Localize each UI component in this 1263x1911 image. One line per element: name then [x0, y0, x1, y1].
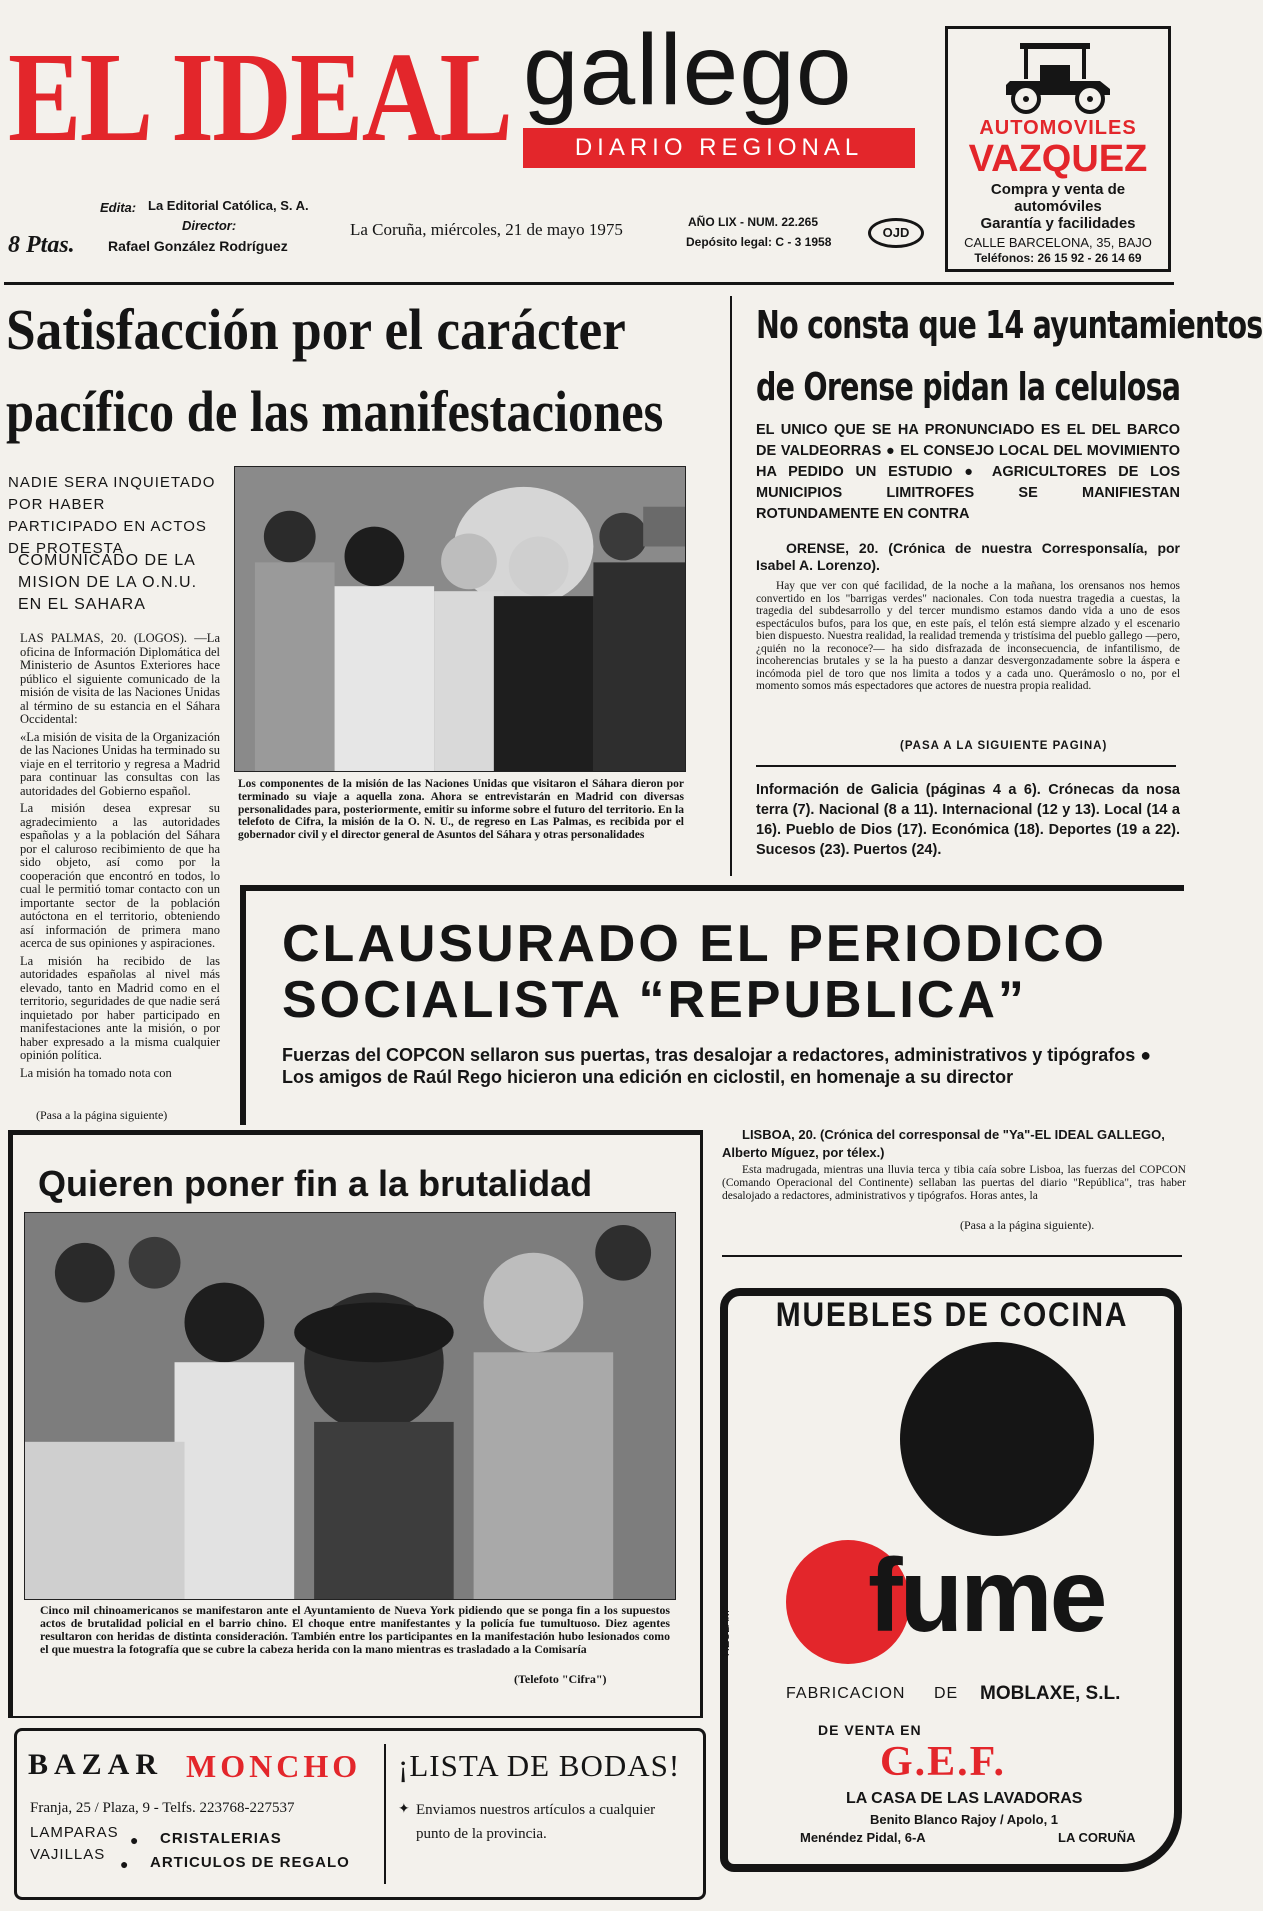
muebles-de: DE: [934, 1685, 959, 1702]
bazar-lista-title: ¡LISTA DE BODAS!: [398, 1748, 681, 1783]
sahara-body-1: LAS PALMAS, 20. (LOGOS). —La oficina de Información Diplomática del Ministerio de Asuntos Exteriores hace público el siguiente comunicado de la misión de visita de las Naciones Unidas al término de su estancia en el Sáhara Occidental:: [20, 631, 220, 726]
brutalidad-credit: (Telefoto "Cifra"): [514, 1672, 607, 1686]
masthead-title-black: gallego: [523, 14, 853, 126]
orense-headline-1: No consta que 14 ayuntamientos: [756, 303, 1263, 347]
vazquez-line5: Garantía y facilidades: [980, 215, 1136, 232]
brutalidad-caption: Cinco mil chinoamericanos se manifestaron ante el Ayuntamiento de Nueva York pidiendo que se ponga fin a los supuestos actos de brutalidad policial en el barrio chino. El choque entre manifestantes y la policía fue tumultuoso. Diez agentes resultaron con heridas de distinta consideración. También entre los participantes en la manifestación hubo lesionados como el que muestra la fotografía que se cubre la cabeza herida con la mano mientras es trasladado a la Comisaría: [40, 1603, 670, 1656]
orense-byline: ORENSE, 20. (Crónica de nuestra Corresponsalía, por Isabel A. Lorenzo).: [756, 540, 1180, 573]
bazar-name-1: BAZAR: [28, 1748, 164, 1781]
republica-continue: (Pasa a la página siguiente).: [960, 1218, 1095, 1232]
bazar-address: Franja, 25 / Plaza, 9 - Telfs. 223768-227537: [30, 1800, 295, 1816]
muebles-city: LA CORUÑA: [1058, 1830, 1136, 1845]
republica-headline-1: CLAUSURADO EL PERIODICO: [282, 915, 1107, 973]
orense-deck: EL UNICO QUE SE HA PRONUNCIADO ES EL DEL BARCO DE VALDEORRAS ● EL CONSEJO LOCAL DEL MOVIMIENTO HA PEDIDO UN ESTUDIO ● AGRICULTORES DE LOS MUNICIPIOS LIMITROFES SE MANIFIESTAN ROTUNDAMENTE EN CONTRA: [756, 422, 1180, 522]
republica-headline-2: SOCIALISTA “REPUBLICA”: [282, 971, 1027, 1029]
sahara-continue: (Pasa a la página siguiente): [36, 1108, 168, 1122]
bazar-item-1: LAMPARAS: [30, 1824, 119, 1841]
republica-bottom-rule: [722, 1255, 1182, 1257]
vintage-car-icon: [1000, 35, 1120, 115]
muebles-brand: fume: [868, 1538, 1105, 1654]
sahara-deck: COMUNICADO DE LA MISION DE LA O.N.U. EN EL SAHARA: [18, 552, 198, 613]
brutalidad-photo: [24, 1212, 676, 1600]
bazar-item-2: VAJILLAS: [30, 1846, 106, 1863]
orense-body: Hay que ver con qué facilidad, de la noche a la mañana, los orensanos nos hemos convertido en los "barrigas verdes" nacionales. Con toda nuestra tragedia a cuestas, la tragedia del subdesarrollo y del tercer mundismo estamos dando vida a uno de esos espectáculos bufos, para los que, en este país, el telón está siempre alzado y el escenario bien dispuesto. Nuestra realidad, la realidad tremenda y tristísima del pueblo gallego —pero, ¿quién no la reconoce?— ha sido disfrazada de inconsecuencia, de infantilismo, de incoherencias brutales y se la ha puesto a danzar desvergonzadamente sobre la áspera e incómoda piel de toro que nos limita a todos y a cada uno. Querámoslo o no, por el momento somos más espectadores que actores de nuestra propia realidad.: [756, 580, 1180, 692]
bazar-name-2: MONCHO: [186, 1748, 362, 1784]
vazquez-address: CALLE BARCELONA, 35, BAJO: [964, 235, 1152, 250]
sahara-vertical-rule: [730, 296, 732, 876]
orense-headline-2: de Orense pidan la celulosa: [756, 365, 1181, 409]
muebles-fabricacion-label: FABRICACION: [786, 1685, 906, 1702]
brutalidad-headline: Quieren poner fin a la brutalidad: [38, 1163, 593, 1204]
masthead-subtitle: DIARIO REGIONAL: [523, 128, 915, 168]
director-label: Director:: [182, 218, 237, 233]
vazquez-line4: automóviles: [1014, 198, 1102, 215]
bullet-icon: ●: [130, 1832, 139, 1848]
ad-vazquez: [945, 26, 1171, 272]
edita-value: La Editorial Católica, S. A.: [148, 198, 309, 213]
muebles-gef-sub: LA CASA DE LAS LAVADORAS: [846, 1790, 1083, 1807]
bullet-icon: ●: [120, 1856, 129, 1872]
masthead-title-red: EL IDEAL: [8, 26, 512, 168]
sahara-body-column: [20, 632, 220, 1080]
republica-body: Esta madrugada, mientras una lluvia terca y tibia caía sobre Lisboa, las fuerzas del COPCON (Comando Operacional del Continente) sellaban las puertas del diario "República", tras haber desalojado a redactores, administrativos y tipógrafos. Horas antes, la: [722, 1164, 1186, 1202]
sahara-photo: [234, 466, 686, 772]
sahara-caption: Los componentes de la misión de las Naciones Unidas que visitaron el Sáhara dieron por terminado su viaje a aquella zona. Ahora se entrevistarán en Madrid con diversas personalidades para, posteriormente, emitir su informe sobre el futuro del territorio. En la telefoto de Cifra, la misión de la O. N. U., de regreso en Las Palmas, es recibida por el gobernador civil y el director general de Asuntos del Sáhara y otras personalidades: [238, 778, 684, 842]
muebles-black-circle: [900, 1342, 1094, 1536]
orense-continue: (PASA A LA SIGUIENTE PAGINA): [900, 740, 1108, 752]
price: 8 Ptas.: [8, 232, 75, 258]
sahara-kicker: NADIE SERA INQUIETADO POR HABER PARTICIPADO EN ACTOS DE PROTESTA: [8, 474, 216, 557]
vazquez-phones: Teléfonos: 26 15 92 - 26 14 69: [974, 251, 1142, 265]
republica-box: [240, 885, 1184, 891]
sahara-body-5: La misión ha tomado nota con: [20, 1065, 172, 1080]
ojd-badge: OJD: [868, 218, 924, 248]
sahara-body-4: La misión ha recibido de las autoridades españolas al nivel más elevado, tanto en Madrid como en el territorio, seguridades de que nadie será inquietado por haber participado en manifestaciones ante la misión, o por haber expresado a la misma cualquier opinión política.: [20, 953, 220, 1062]
muebles-venta: DE VENTA EN: [818, 1722, 922, 1738]
year-number: AÑO LIX - NUM. 22.265: [688, 215, 819, 229]
muebles-gef: G.E.F.: [880, 1739, 1006, 1785]
vazquez-line2: VAZQUEZ: [968, 138, 1148, 180]
deposito-legal: Depósito legal: C - 3 1958: [686, 235, 832, 249]
edita-label: Edita:: [100, 200, 137, 215]
vazquez-line1: AUTOMOVILES: [979, 117, 1137, 139]
bazar-lista-bullet-icon: ✦: [398, 1800, 410, 1816]
dateline: La Coruña, miércoles, 21 de mayo 1975: [350, 220, 623, 239]
muebles-title: MUEBLES DE COCINA: [775, 1296, 1129, 1334]
republica-deck: Fuerzas del COPCON sellaron sus puertas, tras desalojar a redactores, administrativos y tipógrafos ● Los amigos de Raúl Rego hicieron una edición en ciclostil, en homenaje a su director: [282, 1045, 1152, 1087]
sahara-headline-1: Satisfacción por el carácter: [6, 297, 626, 362]
bazar-lista-text: Enviamos nuestros artículos a cualquier punto de la provincia.: [416, 1802, 656, 1842]
sahara-body-3: La misión desea expresar su agradecimiento a las autoridades españolas y a la población del Sáhara por el caluroso recibimiento de que ha sido objeto, así como por la cooperación que encontró en todos, lo cual le permitió tomar contacto con un importante sector de la población autóctona en el territorio, obteniendo así información de primera mano acerca de sus opiniones y aspiraciones.: [20, 801, 220, 950]
masthead-rule: [4, 282, 1174, 285]
bazar-item-4: ARTICULOS DE REGALO: [150, 1854, 350, 1871]
sahara-headline-2: pacífico de las manifestaciones: [6, 379, 664, 444]
muebles-fabricacion-value: MOBLAXE, S.L.: [980, 1683, 1121, 1704]
bazar-divider: [384, 1744, 386, 1884]
muebles-address-2: Menéndez Pidal, 6-A: [800, 1830, 926, 1845]
vazquez-line3: Compra y venta de: [990, 181, 1126, 198]
director-value: Rafael González Rodríguez: [108, 238, 288, 254]
sahara-body-2: «La misión de visita de la Organización de las Naciones Unidas ha terminado su viaje en el territorio y regresa a Madrid para continuar las consultas con las autoridades del Gobierno español.: [20, 729, 220, 798]
muebles-reclam: "RECLAM": [720, 1606, 732, 1660]
bazar-item-3: CRISTALERIAS: [160, 1830, 282, 1847]
section-index: Información de Galicia (páginas 4 a 6). Crónecas da nosa terra (7). Nacional (8 a 11). Internacional (12 y 13). Local (14 a 16). Pueblo de Dios (17). Económica (18). Deportes (19 a 22). Sucesos (23). Puertos (24).: [756, 782, 1180, 858]
republica-box-left: [240, 885, 246, 1125]
republica-byline: LISBOA, 20. (Crónica del corresponsal de "Ya"-EL IDEAL GALLEGO, Alberto Míguez, por télex.): [722, 1127, 1165, 1160]
muebles-address-1: Benito Blanco Rajoy / Apolo, 1: [870, 1812, 1059, 1827]
index-rule: [756, 765, 1176, 767]
